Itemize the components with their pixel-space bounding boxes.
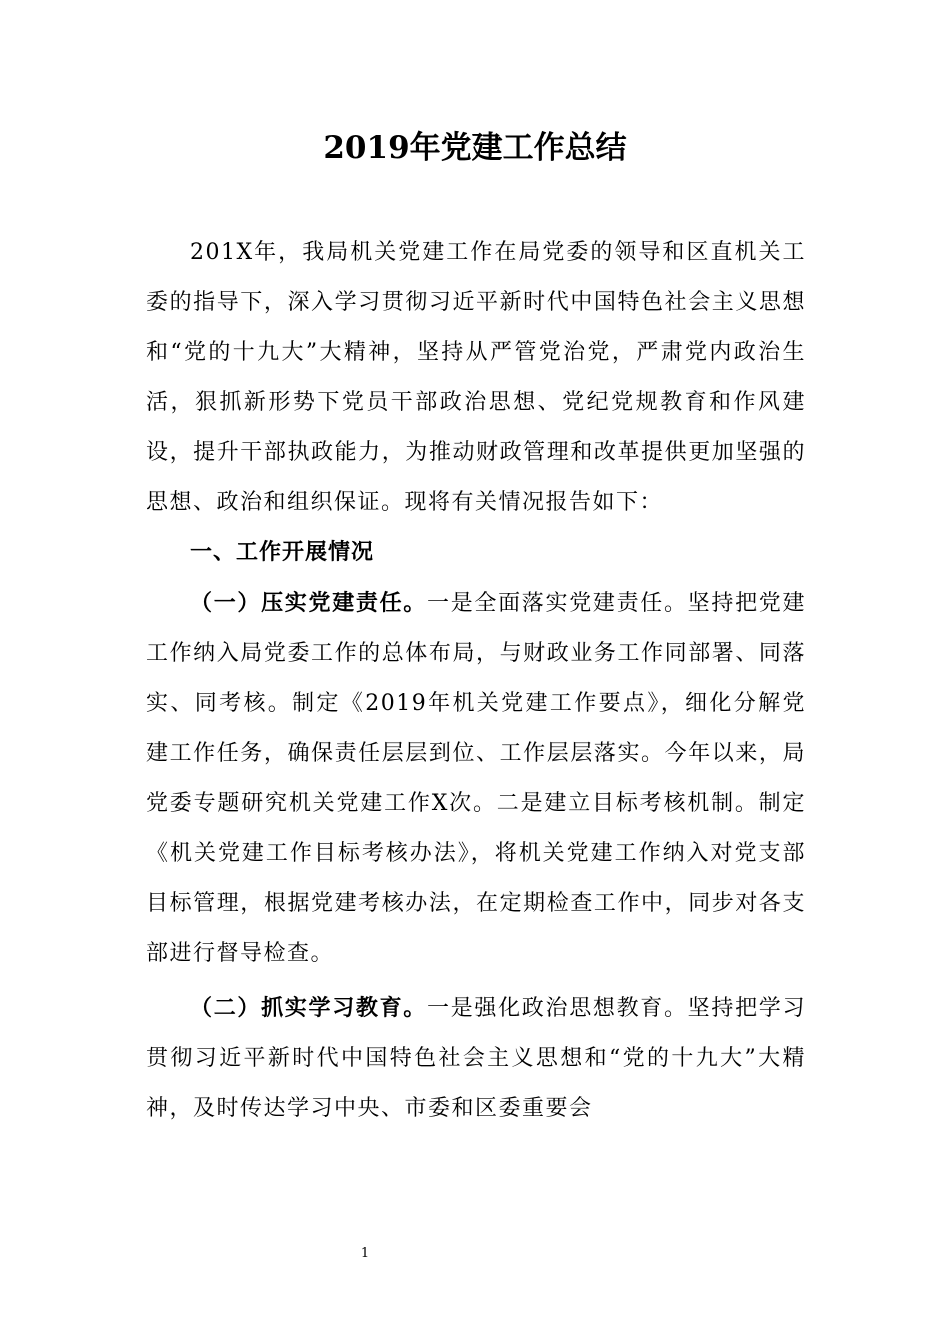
document-body [146, 228, 806, 1134]
item-2-lead: （二）抓实学习教育。 [190, 995, 427, 1021]
item-1-paragraph [146, 578, 806, 979]
item-2-text: 一是强化政治思想教育。坚持把学习贯彻习近平新时代中国特色社会主义思想和“党的十九大”大精神，及时传达学习中央、市委和区委重要会 [146, 996, 806, 1121]
item-2-paragraph [146, 983, 806, 1134]
item-1-text: 一是全面落实党建责任。坚持把党建工作纳入局党委工作的总体布局，与财政业务工作同部署、同落实、同考核。制定《2019年机关党建工作要点》，细化分解党建工作任务，确保责任层层到位、工作层层落实。今年以来，局党委专题研究机关党建工作X次。二是建立目标考核机制。制定《机关党建工作目标考核办法》，将机关党建工作纳入对党支部目标管理，根据党建考核办法，在定期检查工作中，同步对各支部进行督导检查。 [146, 591, 806, 966]
page-number: 1 [360, 1246, 370, 1261]
intro-paragraph: 201X年，我局机关党建工作在局党委的领导和区直机关工委的指导下，深入学习贯彻习近平新时代中国特色社会主义思想和“党的十九大”大精神，坚持从严管党治党，严肃党内政治生活，狠抓新形势下党员干部政治思想、党纪党规教育和作风建设，提升干部执政能力，为推动财政管理和改革提供更加坚强的思想、政治和组织保证。现将有关情况报告如下： [146, 240, 806, 515]
document-title: 2019年党建工作总结 [323, 130, 627, 166]
item-1-lead: （一）压实党建责任。 [190, 590, 427, 616]
section-heading-1: 一、工作开展情况 [190, 540, 375, 565]
